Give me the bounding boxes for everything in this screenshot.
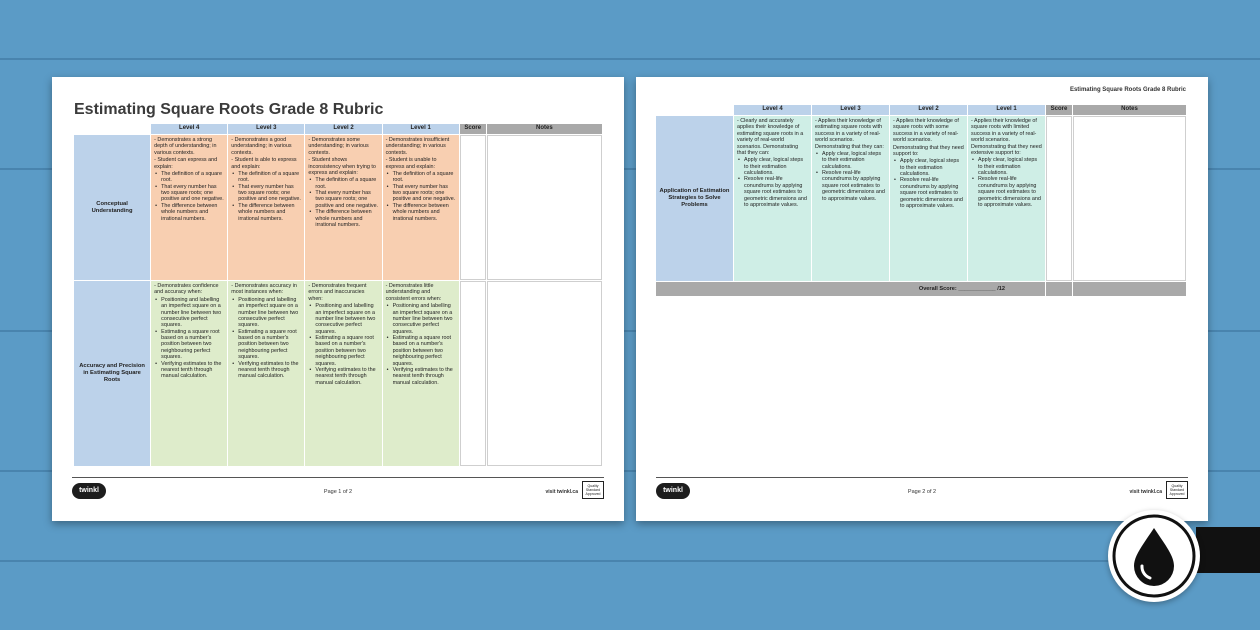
descriptor-bullet: • Apply clear, logical steps to their estimation calculations. [900, 158, 964, 177]
level-4-descriptor [151, 281, 227, 466]
rubric-row [74, 281, 602, 466]
drop-tab [1196, 527, 1260, 573]
descriptor-list [154, 171, 224, 222]
descriptor-bullet: • Estimating a square root based on a number's position between two neighbouring perfect squares. [238, 329, 301, 361]
descriptor-text: - Demonstrates insufficient understanding; in various contexts. [385, 137, 450, 156]
descriptor-text: - Clearly and accurately applies their knowledge of estimating square roots in a variety of real-world scenarios. Demonstrating that they can: [737, 118, 804, 156]
descriptor-bullet: • That every number has two square roots; one positive and one negative. [315, 190, 378, 209]
descriptor-bullet: • The difference between whole numbers and irrational numbers. [238, 203, 301, 222]
descriptor-text: - Applies their knowledge of square roots with limited success in a variety of real-world scenarios. Demonstrating that they need extensive support to: [971, 118, 1042, 156]
header-notes: Notes [1073, 105, 1186, 115]
rubric-table [655, 104, 1187, 297]
header-level-1: Level 1 [383, 124, 459, 134]
level-2-descriptor [305, 281, 381, 466]
overall-score-cell[interactable] [1046, 282, 1072, 296]
descriptor-bullet: • Apply clear, logical steps to their estimation calculations. [978, 157, 1042, 176]
descriptor-bullet: • That every number has two square roots; one positive and one negative. [238, 184, 301, 203]
header-level-4: Level 4 [151, 124, 227, 134]
descriptor-bullet: • Positioning and labelling an imperfect square on a number line between two consecutive perfect squares. [238, 297, 301, 329]
page-number: Page 2 of 2 [907, 489, 937, 495]
level-1-descriptor [968, 116, 1045, 281]
descriptor-bullet: • Apply clear, logical steps to their estimation calculations. [822, 151, 886, 170]
corner-cell [656, 105, 733, 115]
descriptor-bullet: • The difference between whole numbers and irrational numbers. [315, 209, 378, 228]
descriptor-list [308, 303, 378, 386]
descriptor-text: - Demonstrates a strong depth of understanding; in various contexts. [154, 137, 217, 156]
descriptor-bullet: • That every number has two square roots; one positive and one negative. [161, 184, 224, 203]
rubric-page-1 [52, 77, 624, 521]
descriptor-bullet: • Verifying estimates to the nearest tenth through manual calculation. [315, 367, 378, 386]
notes-cell[interactable] [1073, 116, 1186, 281]
page-title: Estimating Square Roots Grade 8 Rubric [74, 101, 384, 118]
header-level-3: Level 3 [228, 124, 304, 134]
criterion-cell: Application of Estimation Strategies to Solve Problems [656, 116, 733, 281]
descriptor-text: - Demonstrates confidence and accuracy when: [154, 283, 219, 296]
descriptor-bullet: • Resolve real-life conundrums by applying square root estimates to geometric dimensions and to approximate values. [978, 176, 1042, 208]
descriptor-bullet: • The definition of a square root. [315, 177, 378, 190]
descriptor-bullet: • Apply clear, logical steps to their estimation calculations. [744, 157, 808, 176]
descriptor-text: Demonstrating that they need support to: [893, 144, 964, 157]
descriptor-list [386, 171, 456, 222]
descriptor-text: - Student can express and explain: [154, 157, 218, 170]
descriptor-list [815, 151, 886, 202]
descriptor-text: - Demonstrates accuracy in most instances when: [231, 283, 297, 296]
descriptor-text: - Demonstrates little understanding and consistent errors when: [385, 283, 442, 302]
criterion-cell: Accuracy and Precision in Estimating Square Roots [74, 281, 150, 466]
descriptor-text: - Applies their knowledge of square roots with some success in a variety of real-world scenarios. [893, 118, 959, 144]
level-1-descriptor [383, 281, 459, 466]
rubric-row [656, 116, 1186, 281]
descriptor-list [154, 297, 224, 380]
descriptor-bullet: • The definition of a square root. [393, 171, 456, 184]
descriptor-bullet: • That every number has two square roots; one positive and one negative. [393, 184, 456, 203]
descriptor-text: - Student is unable to express and explain: [385, 157, 437, 170]
header-level-3: Level 3 [812, 105, 889, 115]
descriptor-bullet: • The definition of a square root. [238, 171, 301, 184]
descriptor-list [386, 303, 456, 386]
descriptor-bullet: • Verifying estimates to the nearest tenth through manual calculation. [161, 361, 224, 380]
header-level-2: Level 2 [890, 105, 967, 115]
corner-cell [74, 124, 150, 134]
overall-score-label: Overall Score: ____________ /12 [656, 282, 1045, 296]
descriptor-text: - Student shows inconsistency when trying to express and explain: [308, 157, 376, 176]
criterion-cell: Conceptual Understanding [74, 135, 150, 280]
descriptor-bullet: • Verifying estimates to the nearest tenth through manual calculation. [393, 367, 456, 386]
descriptor-bullet: • Positioning and labelling an imperfect square on a number line between two consecutive perfect squares. [393, 303, 456, 335]
descriptor-list [737, 157, 808, 208]
descriptor-bullet: • The difference between whole numbers and irrational numbers. [393, 203, 456, 222]
footer-divider [72, 477, 604, 478]
descriptor-text: - Demonstrates some understanding; in various contexts. [308, 137, 369, 156]
descriptor-bullet: • Resolve real-life conundrums by applying square root estimates to geometric dimensions and to approximate values. [822, 170, 886, 202]
descriptor-bullet: • Estimating a square root based on a number's position between two neighbouring perfect squares. [393, 335, 456, 367]
header-score: Score [1046, 105, 1072, 115]
header-notes: Notes [487, 124, 602, 134]
descriptor-bullet: • Verifying estimates to the nearest tenth through manual calculation. [238, 361, 301, 380]
level-3-descriptor [228, 135, 304, 280]
header-level-4: Level 4 [734, 105, 811, 115]
score-cell[interactable] [460, 281, 486, 466]
descriptor-list [308, 177, 378, 228]
quality-badge: Quality Standard Approved [1166, 481, 1188, 499]
level-2-descriptor [890, 116, 967, 281]
descriptor-text: - Demonstrates frequent errors and inaccuracies when: [308, 283, 367, 302]
level-1-descriptor [383, 135, 459, 280]
descriptor-bullet: • The definition of a square root. [161, 171, 224, 184]
level-4-descriptor [734, 116, 811, 281]
overall-score-row [656, 282, 1186, 296]
ink-drop-icon [1108, 510, 1200, 602]
header-level-1: Level 1 [968, 105, 1045, 115]
page-number: Page 1 of 2 [323, 489, 353, 495]
rubric-row [74, 135, 602, 280]
rubric-page-2 [636, 77, 1208, 521]
descriptor-bullet: • Resolve real-life conundrums by applying square root estimates to geometric dimensions and to approximate values. [900, 177, 964, 209]
descriptor-text: - Applies their knowledge of estimating square roots with success in a variety of real-world scenarios. Demonstrating that they can: [815, 118, 884, 150]
descriptor-bullet: • Estimating a square root based on a number's position between two neighbouring perfect squares. [161, 329, 224, 361]
visit-link[interactable]: visit twinkl.ca [545, 489, 578, 495]
overall-notes-cell [1073, 282, 1186, 296]
ink-drop-button[interactable] [1108, 510, 1200, 602]
quality-badge: Quality Standard Approved [582, 481, 604, 499]
descriptor-list [893, 158, 964, 209]
notes-cell[interactable] [487, 281, 602, 466]
descriptor-bullet: • The difference between whole numbers and irrational numbers. [161, 203, 224, 222]
descriptor-list [231, 297, 301, 380]
visit-link[interactable]: visit twinkl.ca [1129, 489, 1162, 495]
score-cell[interactable] [460, 135, 486, 280]
level-2-descriptor [305, 135, 381, 280]
descriptor-bullet: • Resolve real-life conundrums by applying square root estimates to geometric dimensions and to approximate values. [744, 176, 808, 208]
page-title: Estimating Square Roots Grade 8 Rubric [1069, 87, 1186, 93]
rubric-table [73, 123, 603, 467]
level-4-descriptor [151, 135, 227, 280]
notes-cell[interactable] [487, 135, 602, 280]
header-level-2: Level 2 [305, 124, 381, 134]
descriptor-bullet: • Estimating a square root based on a number's position between two neighbouring perfect squares. [315, 335, 378, 367]
level-3-descriptor [812, 116, 889, 281]
score-cell[interactable] [1046, 116, 1072, 281]
footer-divider [656, 477, 1188, 478]
descriptor-list [231, 171, 301, 222]
descriptor-text: - Student is able to express and explain: [231, 157, 297, 170]
level-3-descriptor [228, 281, 304, 466]
descriptor-bullet: • Positioning and labelling an imperfect square on a number line between two consecutive perfect squares. [161, 297, 224, 329]
twinkl-logo: twinkl [656, 483, 690, 499]
descriptor-bullet: • Positioning and labelling an imperfect square on a number line between two consecutive perfect squares. [315, 303, 378, 335]
descriptor-text: - Demonstrates a good understanding; in various contexts. [231, 137, 292, 156]
twinkl-logo: twinkl [72, 483, 106, 499]
header-score: Score [460, 124, 486, 134]
descriptor-list [971, 157, 1042, 208]
